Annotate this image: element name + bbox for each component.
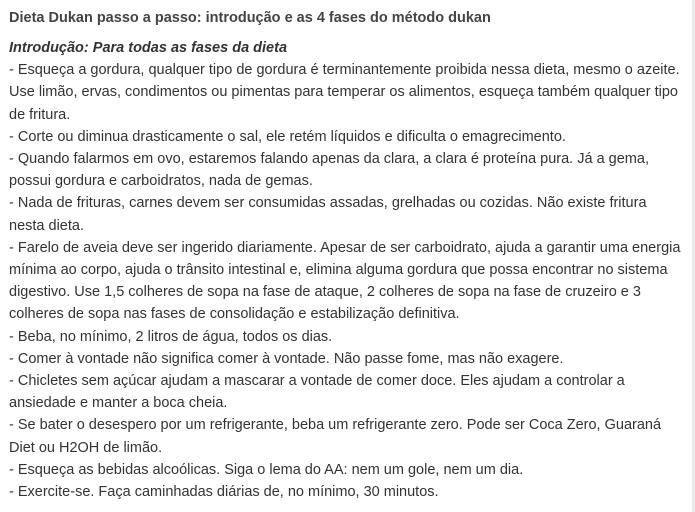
list-item: - Farelo de aveia deve ser ingerido diariamente. Apesar de ser carboidrato, ajuda a garantir uma energia mínima ao corpo, ajuda o trânsito intestinal e, elimina alguma gordura que possa encontrar no sistema digestivo. Use 1,5 colheres de sopa na fase de ataque, 2 colheres de sopa na fase de cruzeiro e 3 colheres de sopa nas fases de consolidação e estabilização definitiva. bbox=[9, 239, 681, 323]
list-item: - Comer à vontade não significa comer à vontade. Não passe fome, mas não exagere. bbox=[9, 350, 564, 367]
section-subtitle: Introdução: Para todas as fases da dieta bbox=[9, 40, 288, 56]
list-item: - Beba, no mínimo, 2 litros de água, todos os dias. bbox=[9, 328, 333, 345]
list-item: - Nada de frituras, carnes devem ser consumidas assadas, grelhadas ou cozidas. Não existe fritura nesta dieta. bbox=[9, 195, 647, 234]
list-item: - Se bater o desespero por um refrigerante, beba um refrigerante zero. Pode ser Coca Zero, Guaraná Diet ou H2OH de limão. bbox=[9, 417, 662, 456]
list-item: - Exercite-se. Faça caminhadas diárias de, no mínimo, 30 minutos. bbox=[9, 484, 439, 501]
list-item: - Esqueça as bebidas alcoólicas. Siga o lema do AA: nem um gole, nem um dia. bbox=[9, 461, 524, 478]
list-item: - Quando falarmos em ovo, estaremos falando apenas da clara, a clara é proteína pura. Já a gema, possui gordura e carboidratos, nada de gemas. bbox=[9, 151, 649, 190]
list-item: - Corte ou diminua drasticamente o sal, ele retém líquidos e dificulta o emagrecimento. bbox=[9, 128, 566, 145]
article-title: Dieta Dukan passo a passo: introdução e as 4 fases do método dukan bbox=[9, 10, 491, 26]
tips-list bbox=[9, 59, 685, 503]
list-item: - Esqueça a gordura, qualquer tipo de gordura é terminantemente proibida nessa dieta, mesmo o azeite. Use limão, ervas, condimentos ou pimentas para temperar os alimentos, esqueça também qualquer tipo de fritura. bbox=[9, 62, 680, 123]
article-content bbox=[9, 37, 685, 503]
list-item: - Chicletes sem açúcar ajudam a mascarar a vontade de comer doce. Eles ajudam a controlar a ansiedade e manter a boca cheia. bbox=[9, 373, 625, 412]
